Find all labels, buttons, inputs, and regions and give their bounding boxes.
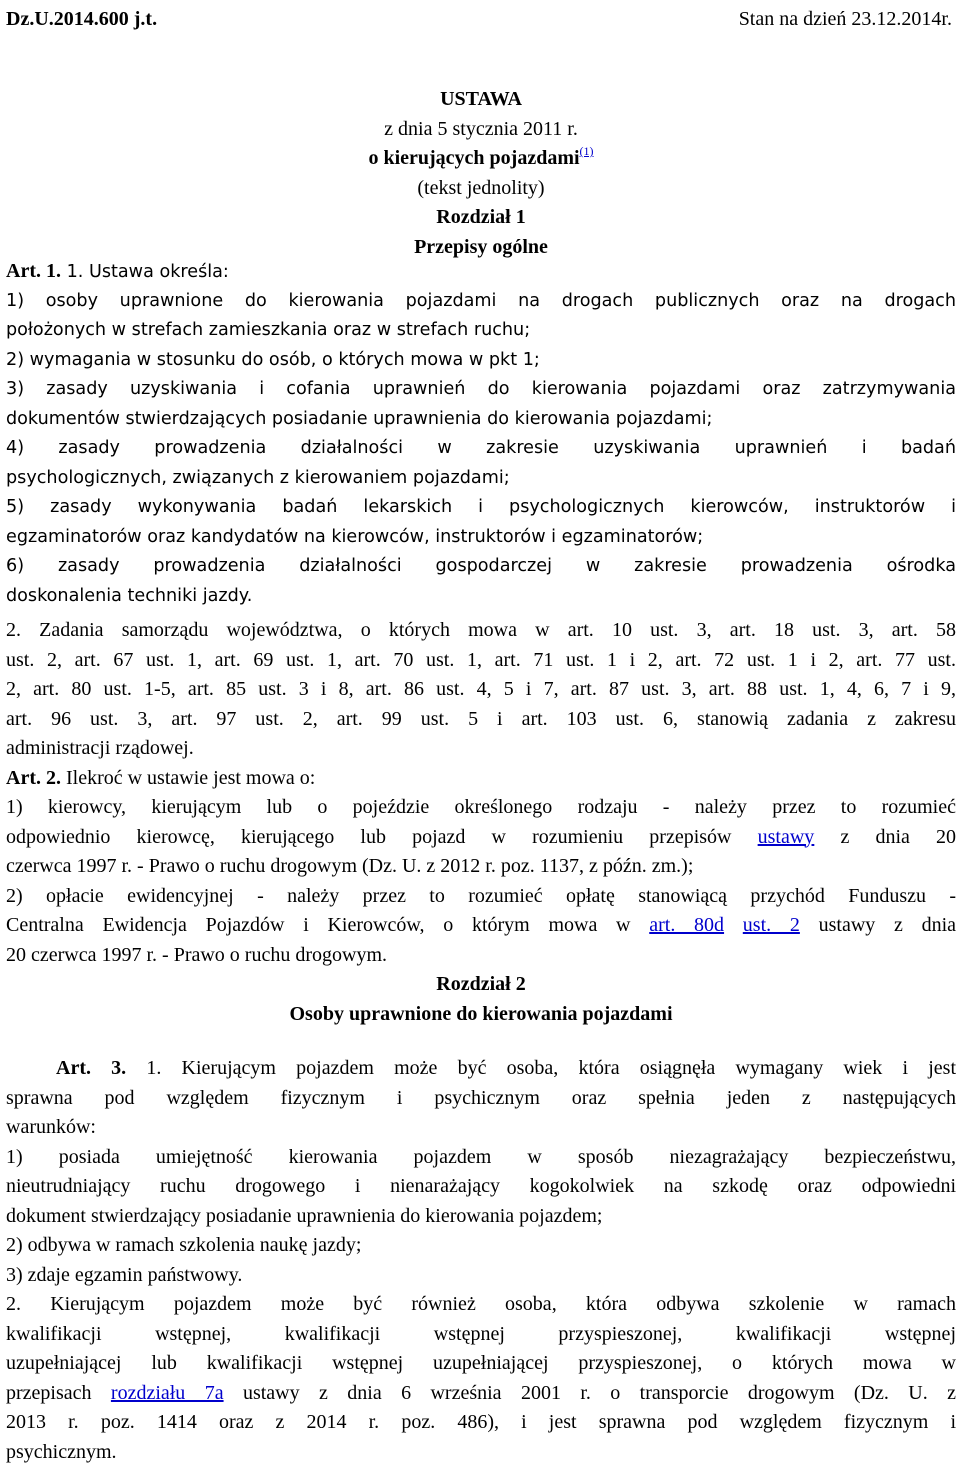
art3-line-1: Art. 3. 1. Kierującym pojazdem może być osoba, która osiągnęła wymagany wiek i jest xyxy=(56,1057,956,1079)
article-1 xyxy=(6,257,956,611)
art1-line-4: 2) wymagania w stosunku do osób, o których mowa w pkt 1; xyxy=(6,349,540,370)
act-subject: o kierujących pojazdami xyxy=(368,147,580,169)
chapter-2-title: Osoby uprawnione do kierowania pojazdami xyxy=(289,1002,673,1025)
chapter-1-title: Przepisy ogólne xyxy=(414,235,548,258)
art3-line-3: warunków: xyxy=(6,1116,96,1138)
art3-line-9: 2. Kierującym pojazdem może być również osoba, która odbywa szkolenie w ramach xyxy=(6,1293,956,1315)
art3-line-13: 2013 r. poz. 1414 oraz z 2014 r. poz. 486), i jest sprawna pod względem fizycznym i xyxy=(6,1411,956,1433)
art2-line-5: 2) opłacie ewidencyjnej - należy przez to rozumieć opłatę stanowiącą przychód Funduszu - xyxy=(6,884,956,907)
art2-line-2: 1) kierowcy, kierującym lub o pojeździe określonego rodzaju - należy przez to rozumieć xyxy=(6,796,956,818)
article-1-section-2 xyxy=(6,616,956,1029)
art1-line-10: egzaminatorów oraz kandydatów na kierowców, instruktorów i egzaminatorów; xyxy=(6,526,704,547)
status-date: Stan na dzień 23.12.2014r. xyxy=(738,8,952,30)
title-block xyxy=(6,85,956,262)
art1-line-2: 1) osoby uprawnione do kierowania pojazdami na drogach publicznych oraz na drogach xyxy=(6,290,956,311)
art2-line-6: Centralna Ewidencja Pojazdów i Kierowców, o którym mowa w art. 80d ust. 2 ustawy z dnia xyxy=(6,914,957,936)
art3-line-5: nieutrudniający ruchu drogowego i nienarażający kogokolwiek na szkodę oraz odpowiedni xyxy=(6,1175,956,1197)
doc-reference: Dz.U.2014.600 j.t. xyxy=(6,8,158,30)
art3-line-8: 3) zdaje egzamin państwowy. xyxy=(6,1263,243,1286)
art1-line-13: 2. Zadania samorządu województwa, o których mowa w art. 10 ust. 3, art. 18 ust. 3, art. 58 xyxy=(6,619,956,641)
art1-lead: Art. 1. xyxy=(6,260,61,282)
art1-line-7: 4) zasady prowadzenia działalności w zakresie uzyskiwania uprawnień i badań xyxy=(6,438,956,458)
art2-line-1: Art. 2. Ilekroć w ustawie jest mowa o: xyxy=(6,766,316,789)
ust-2-link[interactable]: ust. 2 xyxy=(742,914,800,936)
art-80d-link[interactable]: art. 80d xyxy=(649,914,725,936)
art2-line-4: czerwca 1997 r. - Prawo o ruchu drogowym (Dz. U. z 2012 r. poz. 1137, z późn. zm.); xyxy=(6,855,694,877)
art3-line-7: 2) odbywa w ramach szkolenia naukę jazdy; xyxy=(6,1234,362,1256)
art1-line-17: administracji rządowej. xyxy=(6,737,194,759)
art1-line-14: ust. 2, art. 67 ust. 1, art. 69 ust. 1, art. 70 ust. 1, art. 71 ust. 1 i 2, art. 72 ust. 1 i 2, art. 77 ust. xyxy=(6,648,956,671)
article-3 xyxy=(6,1054,956,1467)
art1-line-5: 3) zasady uzyskiwania i cofania uprawnień do kierowania pojazdami oraz zatrzymywania xyxy=(6,379,956,399)
act-subject-line xyxy=(6,144,956,174)
art3-line-12: przepisach rozdziału 7a ustawy z dnia 6 września 2001 r. o transporcie drogowym (Dz. U. z xyxy=(6,1381,957,1404)
art3-line-6: dokument stwierdzający posiadanie uprawnienia do kierowania pojazdem; xyxy=(6,1204,603,1227)
art1-line-8: psychologicznych, związanych z kierowaniem pojazdami; xyxy=(6,467,510,488)
ustawy-link[interactable]: ustawy xyxy=(757,825,815,848)
footnote-link[interactable]: (1) xyxy=(579,144,594,158)
art3-line-11: uzupełniającej lub kwalifikacji wstępnej uzupełniającej przyspieszonej, o których mowa w xyxy=(6,1352,956,1374)
art1-line-16: art. 96 ust. 3, art. 97 ust. 2, art. 99 ust. 5 i art. 103 ust. 6, stanowią zadania z zakresu xyxy=(6,707,956,730)
art1-line-12: doskonalenia techniki jazdy. xyxy=(6,585,253,606)
chapter-2-heading: Rozdział 2 xyxy=(436,973,526,995)
art1-line-3: położonych w strefach zamieszkania oraz w strefach ruchu; xyxy=(6,320,531,340)
art3-line-4: 1) posiada umiejętność kierowania pojazdem w sposób niezagrażający bezpieczeństwu, xyxy=(6,1145,956,1168)
art1-line-15: 2, art. 80 ust. 1-5, art. 85 ust. 3 i 8, art. 86 ust. 4, 5 i 7, art. 87 ust. 3, art. 88 ust. 1, 4, 6, 7 i 9, xyxy=(6,678,956,700)
page-header xyxy=(6,4,956,34)
act-type: USTAWA xyxy=(440,88,522,110)
act-date: z dnia 5 stycznia 2011 r. xyxy=(384,117,578,140)
art2-lead: Art. 2. xyxy=(6,766,61,789)
art1-line-9: 5) zasady wykonywania badań lekarskich i psychologicznych kierowców, instruktorów i xyxy=(6,497,956,517)
chapter-1-heading: Rozdział 1 xyxy=(436,206,526,228)
art3-line-10: kwalifikacji wstępnej, kwalifikacji wstępnej przyspieszonej, kwalifikacji wstępnej xyxy=(6,1322,956,1345)
art3-lead: Art. 3. xyxy=(56,1057,127,1079)
rozdzial-7a-link[interactable]: rozdziału 7a xyxy=(110,1381,224,1404)
art1-line-11: 6) zasady prowadzenia działalności gospodarczej w zakresie prowadzenia ośrodka xyxy=(6,556,956,576)
art1-line-1: Art. 1. 1. Ustawa określa: xyxy=(6,260,229,282)
text-type: (tekst jednolity) xyxy=(417,176,545,199)
art2-line-7: 20 czerwca 1997 r. - Prawo o ruchu drogowym. xyxy=(6,943,388,966)
art3-line-14: psychicznym. xyxy=(6,1440,117,1463)
art3-line-2: sprawna pod względem fizycznym i psychicznym oraz spełnia jeden z następujących xyxy=(6,1086,956,1109)
art2-line-3: odpowiednio kierowcę, kierującego lub pojazd w rozumieniu przepisów ustawy z dnia 20 xyxy=(6,825,957,848)
art1-line-6: dokumentów stwierdzających posiadanie uprawnienia do kierowania pojazdami; xyxy=(6,408,713,429)
